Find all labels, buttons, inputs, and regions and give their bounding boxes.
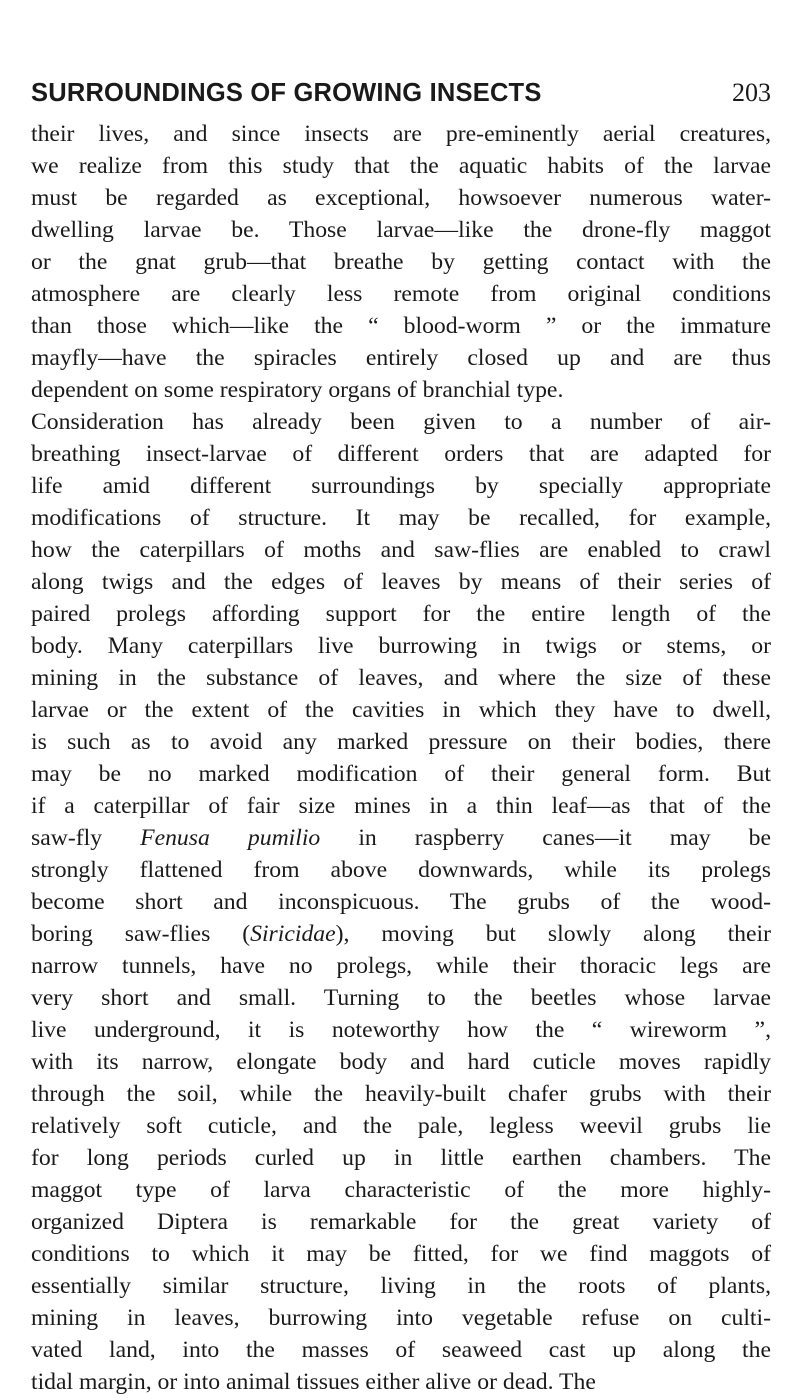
text-line: must be regarded as exceptional, howsoever numerous water-	[31, 185, 771, 211]
text-line: how the caterpillars of moths and saw-flies are enabled to crawl	[31, 537, 771, 563]
text-line: relatively soft cuticle, and the pale, legless weevil grubs lie	[31, 1113, 771, 1139]
text-line: conditions to which it may be fitted, for we find maggots of	[31, 1241, 771, 1267]
text-line: mining in the substance of leaves, and where the size of these	[31, 665, 771, 691]
text-line: modifications of structure. It may be recalled, for example,	[31, 505, 771, 531]
text-line: body. Many caterpillars live burrowing in twigs or stems, or	[31, 633, 771, 659]
book-page	[31, 78, 771, 1398]
text-line: through the soil, while the heavily-built chafer grubs with their	[31, 1081, 771, 1107]
text-line: is such as to avoid any marked pressure on their bodies, there	[31, 729, 771, 755]
text-line: breathing insect-larvae of different orders that are adapted for	[31, 441, 771, 467]
text-line: than those which—like the “ blood-worm ” or the immature	[31, 313, 771, 339]
text-line: larvae or the extent of the cavities in which they have to dwell,	[31, 697, 771, 723]
text-line: become short and inconspicuous. The grubs of the wood-	[31, 889, 771, 915]
text-line: essentially similar structure, living in the roots of plants,	[31, 1273, 771, 1299]
text-line: dwelling larvae be. Those larvae—like the drone-fly maggot	[31, 217, 771, 243]
text-line: vated land, into the masses of seaweed cast up along the	[31, 1337, 771, 1363]
text-line: for long periods curled up in little earthen chambers. The	[31, 1145, 771, 1171]
italic-term: Fenusa pumilio	[140, 825, 321, 851]
text-line: dependent on some respiratory organs of branchial type.	[31, 377, 564, 403]
text-line: or the gnat grub—that breathe by getting contact with the	[31, 249, 771, 275]
text-line: along twigs and the edges of leaves by means of their series of	[31, 569, 771, 595]
page-number: 203	[732, 78, 771, 107]
running-head: SURROUNDINGS OF GROWING INSECTS	[31, 79, 542, 107]
text-line: maggot type of larva characteristic of the more highly-	[31, 1177, 771, 1203]
text-line: may be no marked modification of their general form. But	[31, 761, 771, 787]
text-line: live underground, it is noteworthy how the “ wireworm ”,	[31, 1017, 771, 1043]
text-line: very short and small. Turning to the beetles whose larvae	[31, 985, 771, 1011]
text-line: tidal margin, or into animal tissues either alive or dead. The	[31, 1369, 596, 1395]
text-line: with its narrow, elongate body and hard cuticle moves rapidly	[31, 1049, 771, 1075]
text-line: organized Diptera is remarkable for the great variety of	[31, 1209, 771, 1235]
text-line: we realize from this study that the aquatic habits of the larvae	[31, 153, 771, 179]
text-line: atmosphere are clearly less remote from original conditions	[31, 281, 771, 307]
text-line: paired prolegs affording support for the entire length of the	[31, 601, 771, 627]
text-line: mining in leaves, burrowing into vegetable refuse on culti-	[31, 1305, 771, 1331]
text-line: their lives, and since insects are pre-eminently aerial creatures,	[31, 121, 771, 147]
text-line: mayfly—have the spiracles entirely closed up and are thus	[31, 345, 771, 371]
text-line: strongly flattened from above downwards, while its prolegs	[31, 857, 771, 883]
text-line: life amid different surroundings by specially appropriate	[31, 473, 771, 499]
page-header	[31, 78, 771, 116]
text-line: narrow tunnels, have no prolegs, while their thoracic legs are	[31, 953, 771, 979]
body-text	[31, 118, 771, 1398]
text-line: boring saw-flies (Siricidae), moving but slowly along their	[31, 921, 772, 947]
text-line: Consideration has already been given to a number of air-	[31, 409, 771, 435]
italic-term: Siricidae	[250, 921, 336, 947]
text-line: if a caterpillar of fair size mines in a thin leaf—as that of the	[31, 793, 771, 819]
text-line: saw-fly Fenusa pumilio in raspberry canes—it may be	[31, 825, 771, 851]
